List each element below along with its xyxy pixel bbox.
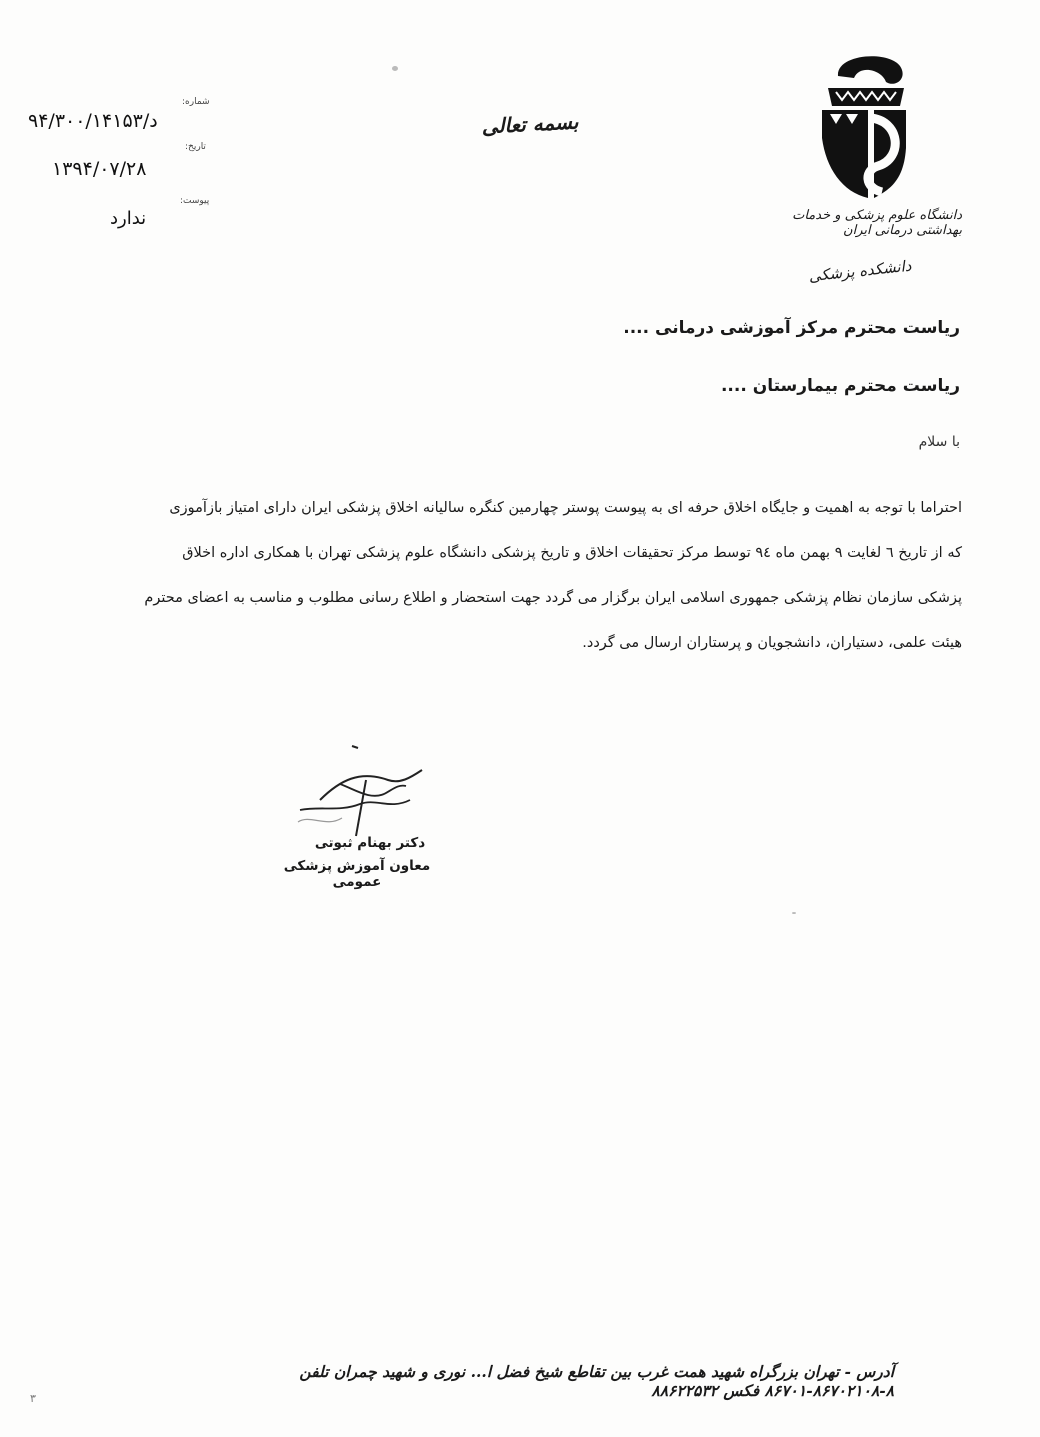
greeting: با سلام (918, 434, 960, 450)
attachment-value: ندارد (110, 208, 147, 229)
attachment-label: پیوست: (180, 196, 210, 206)
university-logo-icon (808, 48, 918, 208)
university-name: دانشگاه علوم پزشکی و خدمات بهداشتی درمانی ایران (792, 208, 962, 238)
faculty-name: دانشکده پزشکی (807, 256, 913, 286)
body-line: احتراما با توجه به اهمیت و جایگاه اخلاق حرفه ای به پیوست پوستر چهارمین کنگره سالیانه اخلاق پزشکی ایران دارای امتیاز بازآموزی (169, 500, 962, 516)
body-line: هیئت علمی، دستیاران، دانشجویان و پرستاران ارسال می گردد. (582, 635, 962, 651)
date-label: تاریخ: (185, 142, 206, 152)
bismillah-heading: بسمه تعالی (481, 109, 579, 139)
letter-number: ۹۴/د/۳۰۰/۱۴۱۵۳ (28, 110, 158, 132)
scan-speck (392, 66, 398, 71)
signer-name: دکتر بهنام ثبوتی (314, 835, 426, 851)
scan-speck (792, 912, 796, 914)
letter-body (78, 486, 962, 666)
page-mark: ۳ (30, 1392, 36, 1405)
recipient-line-2: ریاست محترم بیمارستان .... (720, 376, 960, 396)
footer-address: آدرس - تهران بزرگراه شهید همت غرب بین تقاطع شیخ فضل ا... نوری و شهید چمران تلفن ۸-۸۶۷۰۲۱۰۸-۸۶۷۰۱ فکس ۸۸۶۲۲۵۳۲ (299, 1362, 894, 1400)
signer-title: معاون آموزش پزشکی عمومی (283, 858, 431, 890)
recipient-line-1: ریاست محترم مرکز آموزشی درمانی .... (623, 318, 960, 338)
letter-date: ۱۳۹۴/۰۷/۲۸ (52, 158, 147, 180)
signature-icon (280, 740, 440, 840)
body-line: پزشکی سازمان نظام پزشکی جمهوری اسلامی ایران برگزار می گردد جهت استحضار و اطلاع رسانی مطلوب و مناسب به اعضای محترم (144, 590, 962, 606)
body-line: که از تاریخ ٦ لغایت ۹ بهمن ماه ۹٤ توسط مرکز تحقیقات اخلاق و تاریخ پزشکی دانشگاه علوم پزشکی تهران با همکاری اداره اخلاق (182, 545, 962, 561)
number-label: شماره: (182, 97, 210, 107)
